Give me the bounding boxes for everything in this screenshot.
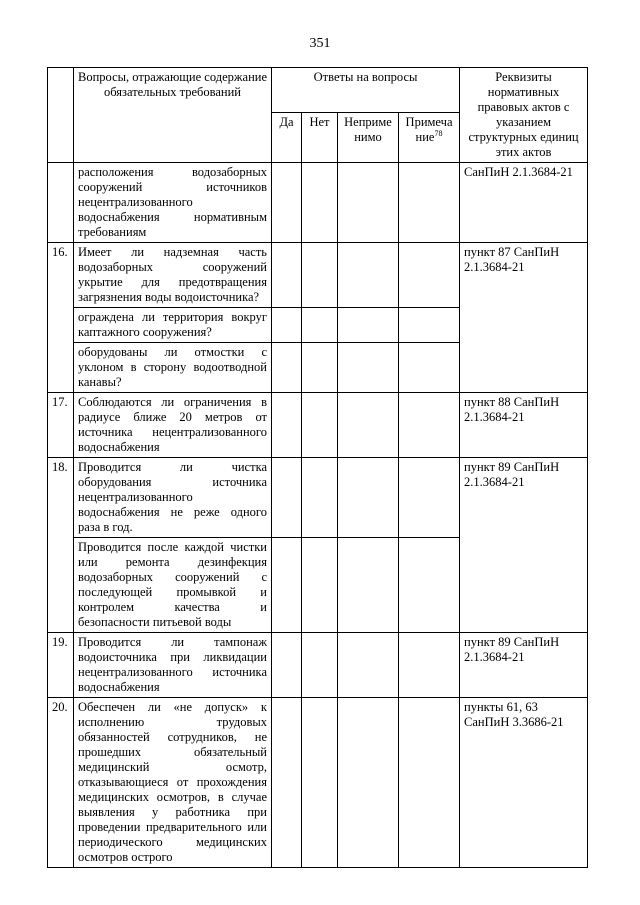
table-row — [48, 698, 588, 868]
table-row — [48, 458, 588, 538]
answer-note-cell[interactable] — [399, 698, 460, 868]
answer-not-applicable-cell[interactable] — [338, 458, 399, 538]
answer-not-applicable-cell[interactable] — [338, 308, 399, 343]
answer-no-cell[interactable] — [302, 698, 338, 868]
answer-note-cell[interactable] — [399, 163, 460, 243]
answer-note-cell[interactable] — [399, 633, 460, 698]
requisites-reference: СанПиН 2.1.3684-21 — [460, 163, 588, 243]
answer-not-applicable-cell[interactable] — [338, 538, 399, 633]
question-text: Проводится ли тампонаж водоисточника при ликвидации нецентрализованного источника водоснабжения — [74, 633, 272, 698]
answer-note-cell[interactable] — [399, 243, 460, 308]
header-note — [399, 113, 460, 163]
header-note-footnote: 78 — [434, 128, 443, 138]
answer-no-cell[interactable] — [302, 393, 338, 458]
header-row — [48, 68, 588, 113]
page-number: 351 — [309, 36, 331, 51]
table-row — [48, 633, 588, 698]
requisites-reference: пункты 61, 63 СанПиН 3.3686-21 — [460, 698, 588, 868]
item-number: 18. — [48, 458, 74, 633]
answer-not-applicable-cell[interactable] — [338, 343, 399, 393]
item-number: 20. — [48, 698, 74, 868]
item-number: 19. — [48, 633, 74, 698]
header-questions: Вопросы, отражающие содержание обязательных требований — [74, 68, 272, 163]
answer-yes-cell[interactable] — [272, 538, 302, 633]
table-row — [48, 393, 588, 458]
question-text: расположения водозаборных сооружений источников нецентрализованного водоснабжения нормативным требованиям — [74, 163, 272, 243]
table-row — [48, 163, 588, 243]
answer-yes-cell[interactable] — [272, 458, 302, 538]
answer-no-cell[interactable] — [302, 633, 338, 698]
answer-not-applicable-cell[interactable] — [338, 698, 399, 868]
header-not-applicable: Неприменимо — [338, 113, 399, 163]
answer-not-applicable-cell[interactable] — [338, 633, 399, 698]
requisites-reference: пункт 89 СанПиН 2.1.3684-21 — [460, 458, 588, 633]
answer-yes-cell[interactable] — [272, 163, 302, 243]
answer-no-cell[interactable] — [302, 243, 338, 308]
header-yes: Да — [272, 113, 302, 163]
item-number: 17. — [48, 393, 74, 458]
answer-note-cell[interactable] — [399, 308, 460, 343]
question-text: Проводится ли чистка оборудования источника нецентрализованного водоснабжения не реже одного раза в год. — [74, 458, 272, 538]
answer-yes-cell[interactable] — [272, 343, 302, 393]
answer-no-cell[interactable] — [302, 163, 338, 243]
answer-yes-cell[interactable] — [272, 243, 302, 308]
question-text: Обеспечен ли «не допуск» к исполнению трудовых обязанностей сотрудников, не прошедших обязательный медицинский осмотр, отказывающиеся от прохождения медицинских осмотров, в случае выявления у работника при проведении предварительного или периодического медицинских осмотров острого — [74, 698, 272, 868]
question-text: Соблюдаются ли ограничения в радиусе ближе 20 метров от источника нецентрализованного водоснабжения — [74, 393, 272, 458]
answer-yes-cell[interactable] — [272, 698, 302, 868]
answer-yes-cell[interactable] — [272, 633, 302, 698]
answer-note-cell[interactable] — [399, 458, 460, 538]
question-text: Имеет ли надземная часть водозаборных сооружений укрытие для предотвращения загрязнения воды водоисточника? — [74, 243, 272, 308]
header-note-text: Примечание — [405, 115, 453, 144]
requisites-reference: пункт 88 СанПиН 2.1.3684-21 — [460, 393, 588, 458]
header-answers: Ответы на вопросы — [272, 68, 460, 113]
requisites-reference: пункт 87 СанПиН 2.1.3684-21 — [460, 243, 588, 393]
answer-no-cell[interactable] — [302, 458, 338, 538]
answer-note-cell[interactable] — [399, 393, 460, 458]
header-no: Нет — [302, 113, 338, 163]
question-text: ограждена ли территория вокруг каптажного сооружения? — [74, 308, 272, 343]
answer-no-cell[interactable] — [302, 538, 338, 633]
answer-note-cell[interactable] — [399, 538, 460, 633]
answer-note-cell[interactable] — [399, 343, 460, 393]
answer-not-applicable-cell[interactable] — [338, 243, 399, 308]
answer-no-cell[interactable] — [302, 308, 338, 343]
question-text: Проводится после каждой чистки или ремонта дезинфекция водозаборных сооружений с последующей промывкой и контролем качества и безопасности питьевой воды — [74, 538, 272, 633]
answer-yes-cell[interactable] — [272, 393, 302, 458]
answer-yes-cell[interactable] — [272, 308, 302, 343]
table-row — [48, 243, 588, 308]
requirements-checklist-table — [47, 67, 588, 868]
answer-no-cell[interactable] — [302, 343, 338, 393]
item-number — [48, 163, 74, 243]
item-number: 16. — [48, 243, 74, 393]
requisites-reference: пункт 89 СанПиН 2.1.3684-21 — [460, 633, 588, 698]
header-number-cell — [48, 68, 74, 163]
question-text: оборудованы ли отмостки с уклоном в сторону водоотводной канавы? — [74, 343, 272, 393]
answer-not-applicable-cell[interactable] — [338, 163, 399, 243]
answer-not-applicable-cell[interactable] — [338, 393, 399, 458]
header-requisites: Реквизиты нормативных правовых актов с указанием структурных единиц этих актов — [460, 68, 588, 163]
